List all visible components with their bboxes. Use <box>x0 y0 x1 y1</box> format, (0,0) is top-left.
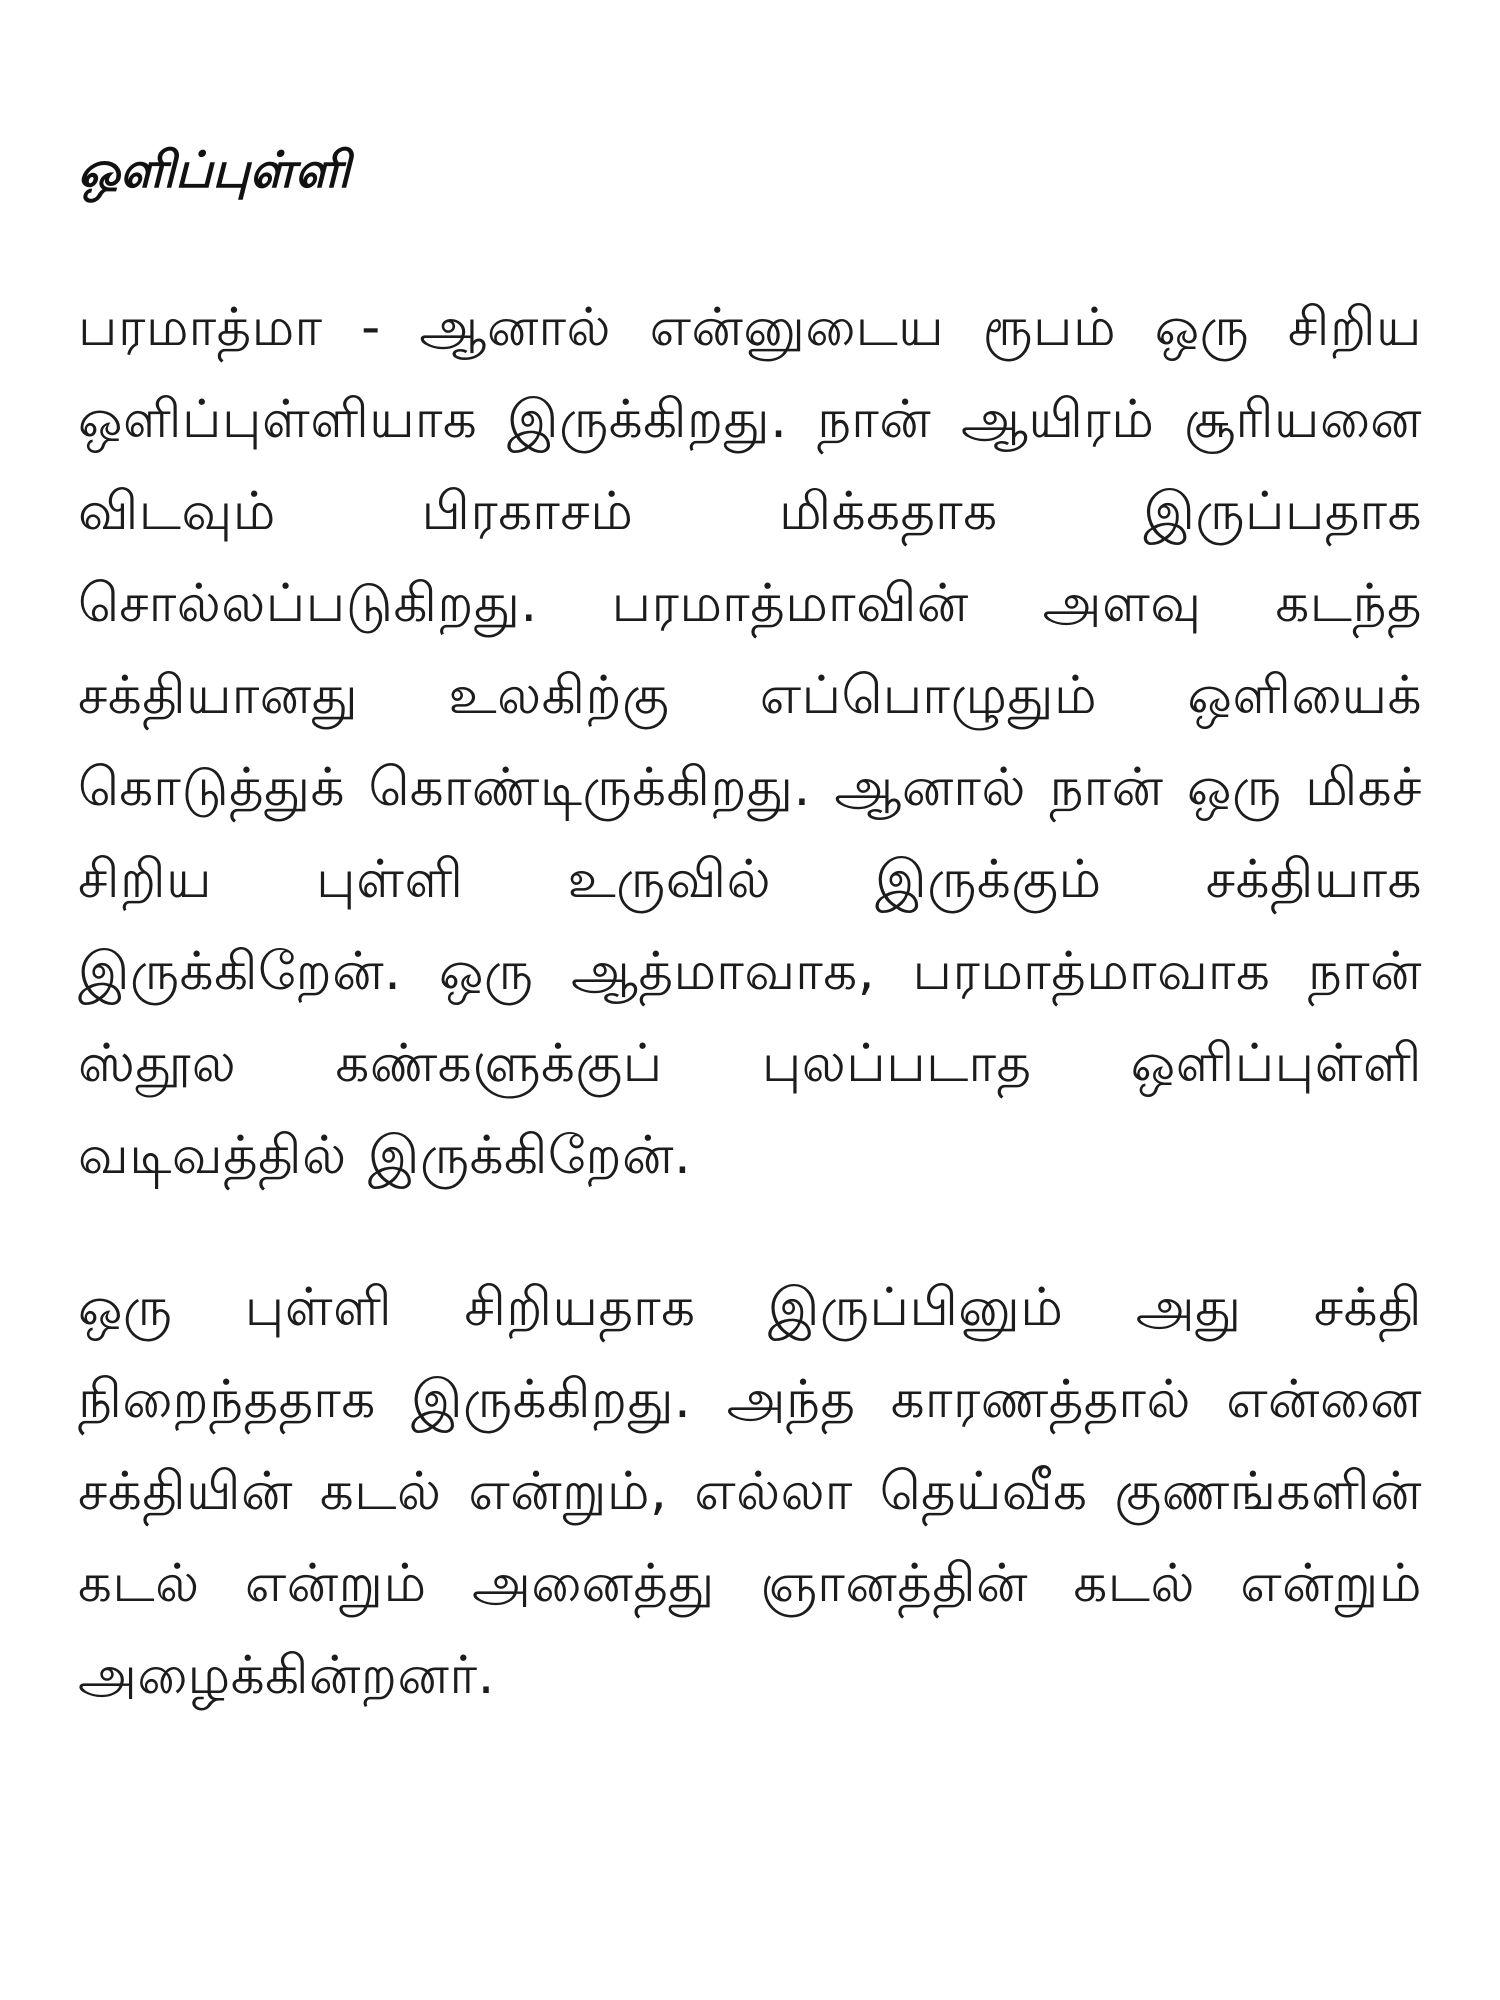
document-heading: ஒளிப்புள்ளி <box>78 141 350 199</box>
paragraph-1: பரமாத்மா - ஆனால் என்னுடைய ரூபம் ஒரு சிறிய ஒளிப்புள்ளியாக இருக்கிறது. நான் ஆயிரம் சூரியனை விடவும் பிரகாசம் மிக்கதாக இருப்பதாக சொல்லப்படுகிறது. பரமாத்மாவின் அளவு கடந்த சக்தியானது உலகிற்கு எப்பொழுதும் ஒளியைக் கொடுத்துக் கொண்டிருக்கிறது. ஆனால் நான் ஒரு மிகச் சிறிய புள்ளி உருவில் இருக்கும் சக்தியாக இருக்கிறேன். ஒரு ஆத்மாவாக, பரமாத்மாவாக நான் ஸ்தூல கண்களுக்குப் புலப்படாத ஒளிப்புள்ளி வடிவத்தில் இருக்கிறேன். <box>78 297 1422 1186</box>
paragraph-2: ஒரு புள்ளி சிறியதாக இருப்பினும் அது சக்தி நிறைந்ததாக இருக்கிறது. அந்த காரணத்தால் என்னை சக்தியின் கடல் என்றும், எல்லா தெய்வீக குணங்களின் கடல் என்றும் அனைத்து ஞானத்தின் கடல் என்றும் அழைக்கின்றனர். <box>78 1277 1422 1706</box>
